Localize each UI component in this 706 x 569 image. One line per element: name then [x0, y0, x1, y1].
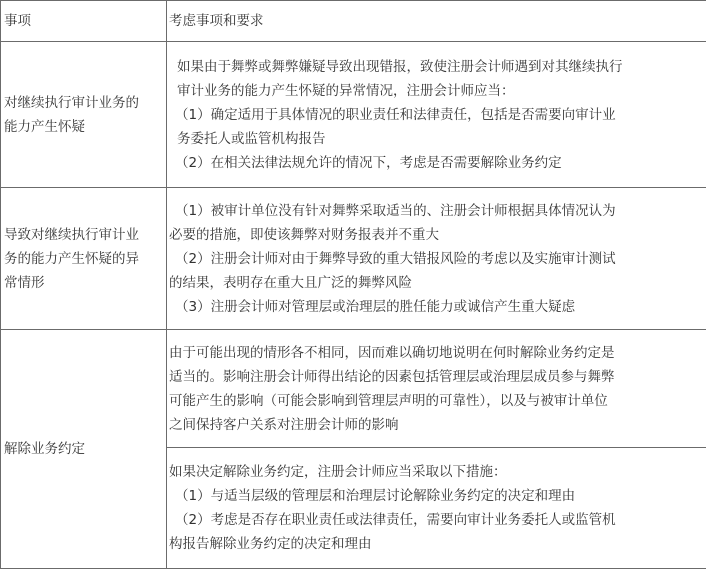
table-row	[1, 188, 706, 330]
row-content	[167, 42, 706, 188]
row-content	[167, 448, 706, 569]
row-category	[1, 42, 167, 188]
content-line: 构报告解除业务约定的决定和理由	[169, 532, 700, 556]
table-row	[1, 42, 706, 188]
content-line: （1）确定适用于具体情况的职业责任和法律责任，包括是否需要向审计业	[169, 103, 700, 127]
content-line: （2）考虑是否存在职业责任或法律责任，需要向审计业务委托人或监管机	[169, 508, 700, 532]
row-content	[167, 188, 706, 330]
content-line: （2）注册会计师对由于舞弊导致的重大错报风险的考虑以及实施审计测试	[169, 247, 700, 271]
category-line: 常情形	[4, 271, 164, 295]
category-line: 解除业务约定	[4, 437, 164, 461]
category-line: 务的能力产生怀疑的异	[4, 247, 164, 271]
content-line: （1）被审计单位没有针对舞弊采取适当的、注册会计师根据具体情况认为	[169, 199, 700, 223]
table-row	[1, 330, 706, 448]
table-header-row	[1, 1, 706, 42]
category-line: 能力产生怀疑	[4, 115, 164, 139]
content-line: 之间保持客户关系对注册会计师的影响	[169, 413, 700, 437]
content-line: 务委托人或监管机构报告	[169, 127, 700, 151]
content-line: 可能产生的影响（可能会影响到管理层声明的可靠性），以及与被审计单位	[169, 389, 700, 413]
category-line: 对继续执行审计业务的	[4, 91, 164, 115]
content-line: （3）注册会计师对管理层或治理层的胜任能力或诚信产生重大疑虑	[169, 295, 700, 319]
content-line: 必要的措施，即使该舞弊对财务报表并不重大	[169, 223, 700, 247]
content-line: 审计业务的能力产生怀疑的异常情况，注册会计师应当：	[169, 79, 700, 103]
content-line: 如果由于舞弊或舞弊嫌疑导致出现错报，致使注册会计师遇到对其继续执行	[169, 55, 700, 79]
row-category	[1, 330, 167, 569]
content-line: （1）与适当层级的管理层和治理层讨论解除业务约定的决定和理由	[169, 484, 700, 508]
content-line: 如果决定解除业务约定，注册会计师应当采取以下措施：	[169, 460, 700, 484]
header-matter: 事项	[1, 1, 167, 42]
row-category	[1, 188, 167, 330]
content-line: 的结果，表明存在重大且广泛的舞弊风险	[169, 271, 700, 295]
content-line: 由于可能出现的情形各不相同，因而难以确切地说明在何时解除业务约定是	[169, 341, 700, 365]
header-considerations: 考虑事项和要求	[167, 1, 706, 42]
content-line: 适当的。影响注册会计师得出结论的因素包括管理层或治理层成员参与舞弊	[169, 365, 700, 389]
row-content	[167, 330, 706, 448]
category-line: 导致对继续执行审计业	[4, 223, 164, 247]
content-line: （2）在相关法律法规允许的情况下，考虑是否需要解除业务约定	[169, 151, 700, 175]
